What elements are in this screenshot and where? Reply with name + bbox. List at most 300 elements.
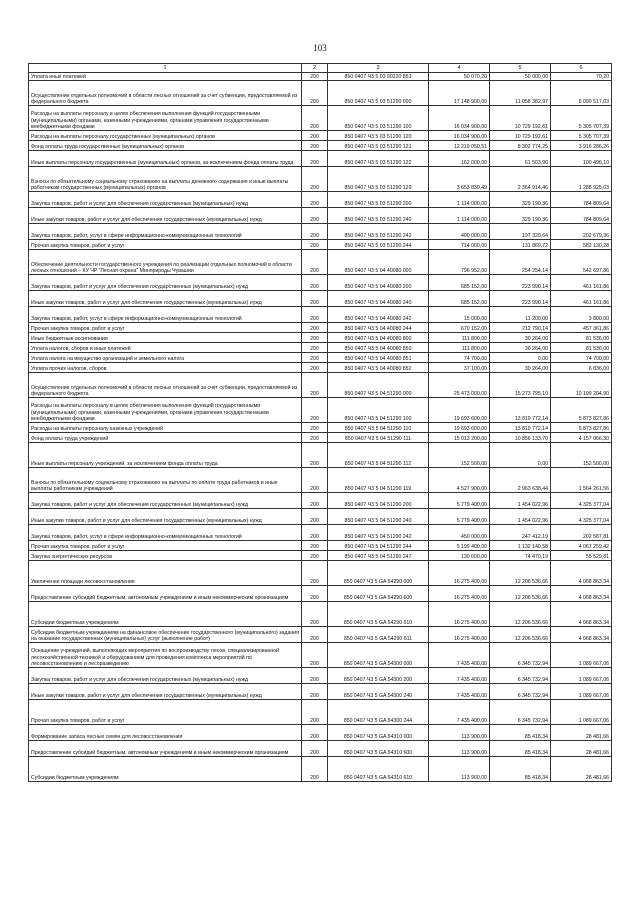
row-kbk-cell: 850 0407 Ч3 5 03 51290 000 [328,81,429,106]
table-row [29,561,612,586]
row-kbk-cell: 850 0407 Ч3 5 03 51290 242 [328,224,429,240]
row-plan-cell: 1 114 000,00 [429,192,490,208]
table-row [29,323,612,333]
row-plan-cell: 50 070,20 [429,73,490,81]
row-plan-cell: 5 199 400,00 [429,541,490,551]
row-name-cell: Уплата иных платежей [29,73,302,81]
row-executed-cell: 30 264,00 [490,333,551,343]
row-name-cell: Иные выплаты персоналу учреждений, за исключением фонда оплаты труда [29,443,302,468]
row-remainder-cell: 28 481,66 [551,741,612,757]
row-remainder-cell: 74 700,00 [551,353,612,363]
row-plan-cell: 162 000,00 [429,151,490,167]
row-code-cell: 200 [302,240,328,250]
row-executed-cell: 12 206 536,66 [490,586,551,602]
table-row [29,363,612,373]
row-executed-cell: 2 963 638,44 [490,468,551,493]
row-plan-cell: 113 900,00 [429,757,490,782]
row-code-cell: 200 [302,541,328,551]
row-name-cell: Закупка товаров, работ, услуг в сфере информационно-коммуникационных технологий [29,224,302,240]
row-remainder-cell: 4 068 863,34 [551,602,612,627]
row-executed-cell: 12 206 536,66 [490,561,551,586]
row-name-cell: Осуществление отдельных полномочий в области лесных отношений за счет субвенции, предоставляемой из федерального бюджета [29,373,302,398]
row-remainder-cell: 5 873 827,86 [551,423,612,433]
table-row [29,725,612,741]
table-row [29,509,612,525]
row-executed-cell: 0,00 [490,443,551,468]
table-row [29,333,612,343]
row-name-cell: Взносы по обязательному социальному страхованию на выплаты денежного содержания и иные выплаты работникам государственных (муниципальных) органов [29,167,302,192]
row-code-cell: 200 [302,468,328,493]
table-row [29,700,612,725]
row-remainder-cell: 4 068 863,34 [551,627,612,643]
row-remainder-cell: 202 679,36 [551,224,612,240]
row-executed-cell: 247 412,19 [490,525,551,541]
row-name-cell: Уплата налога на имущество организаций и земельного налога [29,353,302,363]
row-name-cell: Предоставление субсидий бюджетным, автономным учреждениям и иным некоммерческим организациям [29,741,302,757]
row-name-cell: Прочая закупка товаров, работ и услуг [29,240,302,250]
row-kbk-cell: 850 0407 Ч3 5 03 51290 244 [328,240,429,250]
row-plan-cell: 12 219 050,51 [429,141,490,151]
row-code-cell: 200 [302,398,328,423]
row-plan-cell: 7 435 400,00 [429,668,490,684]
row-name-cell: Закупка энергетических ресурсов [29,551,302,561]
table-row [29,192,612,208]
row-code-cell: 200 [302,725,328,741]
row-plan-cell: 113 900,00 [429,741,490,757]
row-remainder-cell: 28 481,66 [551,725,612,741]
table-row [29,468,612,493]
row-name-cell: Субсидии бюджетным учреждениям [29,757,302,782]
table-row [29,541,612,551]
row-kbk-cell: 850 0407 Ч3 5 04 51290 000 [328,373,429,398]
row-name-cell: Закупка товаров, работ и услуг для обеспечения государственных (муниципальных) нужд [29,668,302,684]
row-executed-cell: 8 302 774,25 [490,141,551,151]
row-plan-cell: 400 000,00 [429,224,490,240]
row-name-cell: Формирование запаса лесных семян для лесовосстановления [29,725,302,741]
row-code-cell: 200 [302,433,328,443]
table-row [29,240,612,250]
row-remainder-cell: 10 199 204,90 [551,373,612,398]
row-executed-cell: 197 320,64 [490,224,551,240]
row-kbk-cell: 850 0407 Ч3 5 04 51290 112 [328,443,429,468]
row-plan-cell: 7 435 400,00 [429,700,490,725]
row-executed-cell: 13 819 772,14 [490,398,551,423]
row-kbk-cell: 850 0407 Ч3 5 04 51290 244 [328,541,429,551]
row-remainder-cell: 461 161,86 [551,275,612,291]
row-remainder-cell: 1 089 667,06 [551,700,612,725]
column-header: 1 [29,64,302,73]
row-code-cell: 200 [302,343,328,353]
row-code-cell: 200 [302,323,328,333]
column-header: 4 [429,64,490,73]
row-remainder-cell: 81 536,00 [551,333,612,343]
row-plan-cell: 5 779 400,00 [429,493,490,509]
row-name-cell: Обеспечение деятельности государственного учреждения по реализации отдельных полномочий в области лесных отношений – КУ ЧР "Лесная охрана" Минприроды Чувашии [29,250,302,275]
row-plan-cell: 16 034 900,00 [429,106,490,131]
row-executed-cell: 11 200,00 [490,307,551,323]
row-executed-cell: 85 418,34 [490,757,551,782]
row-executed-cell: 1 454 022,96 [490,509,551,525]
row-kbk-cell: 850 0407 Ч3 5 04 51290 110 [328,423,429,433]
table-row [29,525,612,541]
row-executed-cell: 12 206 536,66 [490,602,551,627]
row-code-cell: 200 [302,668,328,684]
row-plan-cell: 7 435 400,00 [429,684,490,700]
row-executed-cell: 12 206 536,66 [490,627,551,643]
row-remainder-cell: 3 800,00 [551,307,612,323]
row-kbk-cell: 850 0407 Ч3 5 03 51290 100 [328,106,429,131]
row-name-cell: Расходы на выплаты персоналу в целях обеспечения выполнения функций государственными (муниципальными) органами, казенными учреждениями, органами управления государственными внебюджетными фондами [29,106,302,131]
row-plan-cell: 15 013 200,00 [429,433,490,443]
row-name-cell: Закупка товаров, работ и услуг для обеспечения государственных (муниципальных) нужд [29,493,302,509]
row-kbk-cell: 850 0407 Ч3 5 04 40080 851 [328,353,429,363]
row-remainder-cell: 4 067 259,42 [551,541,612,551]
row-name-cell: Оснащение учреждений, выполняющих мероприятия по воспроизводству лесов, специализированной лесохозяйственной техникой и оборудованием для проведения комплекса мероприятий по лесовосстановлению и лесоразведению [29,643,302,668]
table-row [29,398,612,423]
row-kbk-cell: 850 0407 Ч3 5 GA 54300 244 [328,700,429,725]
row-executed-cell: 0,00 [490,353,551,363]
row-code-cell: 200 [302,167,328,192]
row-kbk-cell: 850 0407 Ч3 5 GA 54290 600 [328,586,429,602]
table-row [29,423,612,433]
row-name-cell: Закупка товаров, работ и услуг для обеспечения государственных (муниципальных) нужд [29,192,302,208]
row-executed-cell: 1 454 022,96 [490,493,551,509]
table-row [29,291,612,307]
row-name-cell: Увеличение площади лесовосстановления [29,561,302,586]
row-kbk-cell: 850 0407 Ч3 5 GA 54300 000 [328,643,429,668]
row-plan-cell: 16 275 400,00 [429,586,490,602]
row-plan-cell: 450 000,00 [429,525,490,541]
row-plan-cell: 15 000,00 [429,307,490,323]
row-code-cell: 200 [302,627,328,643]
row-code-cell: 200 [302,353,328,363]
row-executed-cell: 6 345 732,94 [490,643,551,668]
table-row [29,151,612,167]
row-name-cell: Иные бюджетные ассигнования [29,333,302,343]
table-row [29,167,612,192]
row-name-cell: Взносы по обязательному социальному страхованию на выплаты по оплате труда работников и иные выплаты работникам учреждений [29,468,302,493]
table-row [29,757,612,782]
row-executed-cell: 10 729 192,61 [490,131,551,141]
row-kbk-cell: 850 0407 Ч3 5 03 51290 129 [328,167,429,192]
row-executed-cell: 329 190,36 [490,208,551,224]
table-row [29,433,612,443]
row-plan-cell: 796 952,00 [429,250,490,275]
row-plan-cell: 714 000,00 [429,240,490,250]
row-remainder-cell: 1 089 667,06 [551,643,612,668]
table-row [29,586,612,602]
row-kbk-cell: 850 0407 Ч3 5 04 51290 242 [328,525,429,541]
row-plan-cell: 4 527 900,00 [429,468,490,493]
table-row [29,208,612,224]
row-remainder-cell: 152 500,00 [551,443,612,468]
row-executed-cell: 10 729 192,61 [490,106,551,131]
row-name-cell: Фонд оплаты труда учреждений [29,433,302,443]
row-kbk-cell: 850 0407 Ч3 5 GA 54310 000 [328,725,429,741]
row-remainder-cell: 1 089 667,06 [551,668,612,684]
row-remainder-cell: 1 564 261,56 [551,468,612,493]
row-plan-cell: 37 100,00 [429,363,490,373]
row-name-cell: Иные закупки товаров, работ и услуг для обеспечения государственных (муниципальных) нужд [29,291,302,307]
row-code-cell: 200 [302,373,328,398]
row-kbk-cell: 850 0407 Ч3 5 GA 54300 240 [328,684,429,700]
row-remainder-cell: 6 836,00 [551,363,612,373]
row-remainder-cell: 1 288 925,03 [551,167,612,192]
row-name-cell: Иные выплаты персоналу государственных (муниципальных) органов, за исключением фонда оплаты труда [29,151,302,167]
row-code-cell: 200 [302,643,328,668]
row-code-cell: 200 [302,509,328,525]
row-remainder-cell: 5 305 707,39 [551,106,612,131]
row-plan-cell: 19 693 600,00 [429,398,490,423]
row-remainder-cell: 784 809,64 [551,208,612,224]
row-code-cell: 200 [302,363,328,373]
row-name-cell: Уплата прочих налогов, сборов [29,363,302,373]
table-row [29,551,612,561]
row-remainder-cell: 202 587,81 [551,525,612,541]
row-kbk-cell: 850 0407 Ч3 5 03 51290 120 [328,131,429,141]
row-remainder-cell: 100 496,10 [551,151,612,167]
row-kbk-cell: 850 0407 Ч3 5 GA 54290 610 [328,602,429,627]
row-executed-cell: 212 790,14 [490,323,551,333]
column-header: 2 [302,64,328,73]
row-plan-cell: 3 653 839,49 [429,167,490,192]
row-remainder-cell: 457 361,86 [551,323,612,333]
table-row [29,81,612,106]
row-kbk-cell: 850 0407 Ч3 5 04 51290 247 [328,551,429,561]
row-plan-cell: 685 152,00 [429,275,490,291]
row-executed-cell: 223 990,14 [490,275,551,291]
row-plan-cell: 16 275 400,00 [429,627,490,643]
row-code-cell: 200 [302,208,328,224]
row-plan-cell: 5 779 400,00 [429,509,490,525]
page-number: 103 [313,43,327,53]
row-kbk-cell: 850 0407 Ч3 5 GA 54310 610 [328,757,429,782]
row-plan-cell: 74 700,00 [429,353,490,363]
row-code-cell: 200 [302,192,328,208]
row-remainder-cell: 28 481,66 [551,757,612,782]
row-remainder-cell: 4 157 066,30 [551,433,612,443]
table-row [29,627,612,643]
row-name-cell: Иные закупки товаров, работ и услуг для обеспечения государственных (муниципальных) нужд [29,509,302,525]
row-name-cell: Иные закупки товаров, работ и услуг для обеспечения государственных (муниципальных) нужд [29,684,302,700]
row-executed-cell: 85 418,34 [490,741,551,757]
row-code-cell: 200 [302,151,328,167]
table-row [29,643,612,668]
row-kbk-cell: 850 0407 Ч3 5 03 51290 200 [328,192,429,208]
row-executed-cell: 1 132 140,58 [490,541,551,551]
table-row [29,443,612,468]
row-plan-cell: 1 114 000,00 [429,208,490,224]
row-name-cell: Расходы на выплаты персоналу в целях обеспечения выполнения функций государственными (муниципальными) органами, казенными учреждениями, органами управления государственными внебюджетными фондами [29,398,302,423]
row-remainder-cell: 81 536,00 [551,343,612,353]
row-executed-cell: 15 273 795,10 [490,373,551,398]
table-row [29,106,612,131]
row-plan-cell: 16 034 900,00 [429,131,490,141]
row-executed-cell: 30 264,00 [490,363,551,373]
row-kbk-cell: 850 0407 Ч3 5 GA 54290 000 [328,561,429,586]
row-code-cell: 200 [302,423,328,433]
row-name-cell: Закупка товаров, работ, услуг в сфере информационно-коммуникационных технологий [29,307,302,323]
row-code-cell: 200 [302,493,328,509]
row-code-cell: 200 [302,525,328,541]
row-plan-cell: 152 500,00 [429,443,490,468]
row-plan-cell: 113 900,00 [429,725,490,741]
row-code-cell: 200 [302,757,328,782]
row-code-cell: 200 [302,684,328,700]
row-executed-cell: 30 264,00 [490,343,551,353]
row-plan-cell: 25 473 000,00 [429,373,490,398]
row-name-cell: Иные закупки товаров, работ и услуг для обеспечения государственных (муниципальных) нужд [29,208,302,224]
row-kbk-cell: 850 0407 Ч3 5 03 51290 122 [328,151,429,167]
row-kbk-cell: 850 0407 Ч3 5 03 51290 240 [328,208,429,224]
row-kbk-cell: 850 0407 Ч3 5 GA 54290 611 [328,627,429,643]
table-row [29,353,612,363]
row-remainder-cell: 542 697,86 [551,250,612,275]
table-row [29,73,612,81]
row-executed-cell: 50 000,00 [490,73,551,81]
row-code-cell: 200 [302,131,328,141]
column-header: 3 [328,64,429,73]
row-kbk-cell: 850 0407 Ч3 5 04 40080 852 [328,363,429,373]
row-code-cell: 200 [302,551,328,561]
row-kbk-cell: 850 0407 Ч3 5 04 40080 200 [328,275,429,291]
table-row [29,141,612,151]
row-remainder-cell: 1 089 667,06 [551,684,612,700]
row-code-cell: 200 [302,333,328,343]
table-row [29,343,612,353]
row-plan-cell: 670 152,00 [429,323,490,333]
table-row [29,250,612,275]
row-name-cell: Предоставление субсидий бюджетным, автономным учреждениям и иным некоммерческим организациям [29,586,302,602]
row-remainder-cell: 4 325 377,04 [551,509,612,525]
row-kbk-cell: 850 0407 Ч3 5 GA 54300 200 [328,668,429,684]
row-executed-cell: 61 503,90 [490,151,551,167]
row-executed-cell: 329 190,36 [490,192,551,208]
row-code-cell: 200 [302,602,328,627]
row-name-cell: Прочая закупка товаров, работ и услуг [29,700,302,725]
row-kbk-cell: 850 0407 Ч3 5 04 40080 244 [328,323,429,333]
row-plan-cell: 685 152,00 [429,291,490,307]
table-header-row [29,64,612,73]
row-name-cell: Уплата налогов, сборов и иных платежей [29,343,302,353]
row-code-cell: 200 [302,81,328,106]
row-executed-cell: 6 345 732,94 [490,700,551,725]
table-row [29,684,612,700]
row-plan-cell: 7 435 400,00 [429,643,490,668]
column-header: 6 [551,64,612,73]
row-remainder-cell: 6 090 517,03 [551,81,612,106]
row-kbk-cell: 850 0407 Ч3 5 04 40080 242 [328,307,429,323]
row-name-cell: Расходы на выплаты персоналу казенных учреждений [29,423,302,433]
row-remainder-cell: 4 325 377,04 [551,493,612,509]
row-kbk-cell: 850 0407 Ч3 5 03 51290 121 [328,141,429,151]
row-name-cell: Субсидии бюджетным учреждениям [29,602,302,627]
row-code-cell: 200 [302,224,328,240]
table-row [29,493,612,509]
row-executed-cell: 223 990,14 [490,291,551,307]
row-kbk-cell: 850 0407 Ч3 5 04 40080 000 [328,250,429,275]
row-executed-cell: 74 470,19 [490,551,551,561]
row-code-cell: 200 [302,443,328,468]
row-plan-cell: 130 000,00 [429,551,490,561]
budget-execution-table [28,63,612,782]
row-kbk-cell: 850 0407 Ч3 5 04 51290 111 [328,433,429,443]
row-remainder-cell: 4 068 863,34 [551,561,612,586]
row-plan-cell: 16 275 400,00 [429,602,490,627]
row-kbk-cell: 850 0407 Ч3 5 GA 54310 600 [328,741,429,757]
row-name-cell: Осуществление отдельных полномочий в области лесных отношений за счет субвенции, предоставляемой из федерального бюджета [29,81,302,106]
row-code-cell: 200 [302,700,328,725]
row-code-cell: 200 [302,741,328,757]
row-kbk-cell: 850 0407 Ч3 5 04 40080 850 [328,343,429,353]
row-code-cell: 200 [302,586,328,602]
row-kbk-cell: 850 0407 Ч3 5 04 40080 240 [328,291,429,307]
row-remainder-cell: 784 809,64 [551,192,612,208]
row-executed-cell: 13 819 772,14 [490,423,551,433]
row-plan-cell: 16 275 400,00 [429,561,490,586]
row-kbk-cell: 850 0407 Ч3 5 04 51290 200 [328,493,429,509]
row-name-cell: Закупка товаров, работ, услуг в сфере информационно-коммуникационных технологий [29,525,302,541]
row-executed-cell: 6 345 732,94 [490,668,551,684]
table-row [29,275,612,291]
table-row [29,668,612,684]
row-executed-cell: 131 869,72 [490,240,551,250]
row-name-cell: Расходы на выплаты персоналу государственных (муниципальных) органов [29,131,302,141]
row-kbk-cell: 850 0407 Ч3 5 04 40080 800 [328,333,429,343]
table-row [29,307,612,323]
row-name-cell: Субсидии бюджетным учреждениям на финансовое обеспечение государственного (муниципального) задания на оказание государственных (муниципальных) услуг (выполнение работ) [29,627,302,643]
row-code-cell: 200 [302,73,328,81]
column-header: 5 [490,64,551,73]
row-remainder-cell: 582 130,28 [551,240,612,250]
row-executed-cell: 85 418,34 [490,725,551,741]
row-executed-cell: 6 345 732,94 [490,684,551,700]
row-executed-cell: 254 254,14 [490,250,551,275]
row-remainder-cell: 55 529,81 [551,551,612,561]
row-remainder-cell: 5 305 707,39 [551,131,612,141]
row-name-cell: Закупка товаров, работ и услуг для обеспечения государственных (муниципальных) нужд [29,275,302,291]
table-row [29,131,612,141]
row-plan-cell: 111 800,00 [429,343,490,353]
row-kbk-cell: 850 0407 Ч3 5 04 51290 100 [328,398,429,423]
row-executed-cell: 11 058 382,97 [490,81,551,106]
row-name-cell: Прочая закупка товаров, работ и услуг [29,323,302,333]
row-remainder-cell: 70,20 [551,73,612,81]
row-code-cell: 200 [302,141,328,151]
row-remainder-cell: 5 873 827,86 [551,398,612,423]
row-code-cell: 200 [302,250,328,275]
row-name-cell: Фонд оплаты труда государственных (муниципальных) органов [29,141,302,151]
table-row [29,224,612,240]
row-kbk-cell: 850 0407 Ч3 5 04 51290 240 [328,509,429,525]
row-remainder-cell: 461 161,86 [551,291,612,307]
row-remainder-cell: 3 916 286,26 [551,141,612,151]
row-code-cell: 200 [302,561,328,586]
row-code-cell: 200 [302,275,328,291]
row-code-cell: 200 [302,106,328,131]
table-row [29,602,612,627]
row-name-cell: Прочая закупка товаров, работ и услуг [29,541,302,551]
row-executed-cell: 10 856 133,70 [490,433,551,443]
row-code-cell: 200 [302,307,328,323]
row-executed-cell: 2 364 914,46 [490,167,551,192]
row-plan-cell: 111 800,00 [429,333,490,343]
row-plan-cell: 17 148 900,00 [429,81,490,106]
row-plan-cell: 19 693 600,00 [429,423,490,433]
table-row [29,741,612,757]
row-code-cell: 200 [302,291,328,307]
table-row [29,373,612,398]
